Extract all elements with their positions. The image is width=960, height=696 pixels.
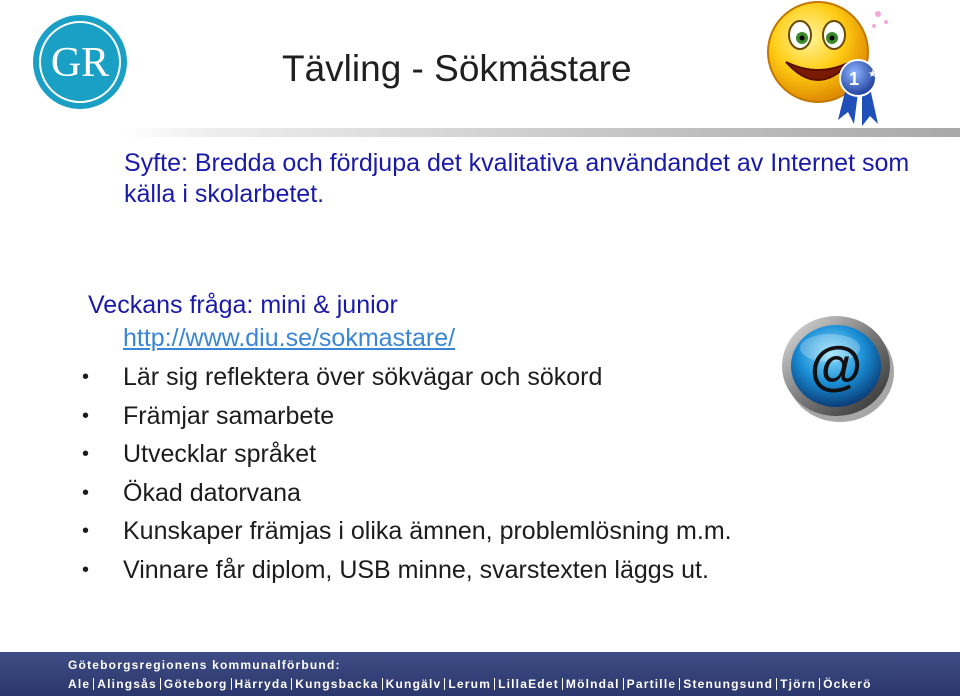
list-item-text: Lär sig reflektera över sökvägar och sökord	[123, 363, 603, 391]
separator	[679, 678, 680, 690]
municipality: Stenungsund	[683, 677, 774, 691]
municipality: LillaEdet	[498, 677, 559, 691]
bullet-icon: •	[82, 366, 90, 388]
separator	[562, 678, 563, 690]
separator	[291, 678, 292, 690]
separator	[93, 678, 94, 690]
separator	[382, 678, 383, 690]
svg-text:★: ★	[868, 69, 877, 80]
logo-text: GR	[50, 40, 110, 86]
bullet-icon: •	[82, 520, 90, 542]
bullet-icon: •	[82, 404, 90, 427]
separator	[776, 678, 777, 690]
bullet-icon: •	[82, 443, 90, 465]
sokmastare-link[interactable]: http://www.diu.se/sokmastare/	[123, 324, 456, 352]
winner-smiley-icon	[758, 0, 898, 135]
benefits-list	[82, 358, 732, 589]
gr-logo-icon	[30, 12, 130, 112]
municipality: Alingsås	[97, 677, 157, 691]
list-item	[82, 551, 732, 590]
municipality: Göteborg	[163, 677, 228, 691]
municipality: Kungsbacka	[295, 677, 379, 691]
municipality: Mölndal	[565, 677, 620, 691]
separator	[494, 678, 495, 690]
footer-municipalities	[68, 677, 872, 691]
list-item	[82, 358, 732, 397]
list-item	[82, 512, 732, 551]
municipality: Kungälv	[385, 677, 442, 691]
municipality: Partille	[626, 677, 677, 691]
separator	[819, 678, 820, 690]
municipality: Tjörn	[780, 677, 817, 691]
list-item-text: Främjar samarbete	[123, 401, 335, 430]
weekly-question-text: Veckans fråga: mini & junior	[88, 291, 398, 319]
page-title: Tävling - Sökmästare	[282, 48, 632, 89]
list-item	[82, 474, 732, 513]
list-item-text: Utvecklar språket	[123, 440, 317, 468]
list-item	[82, 397, 732, 436]
municipality: Härryda	[234, 677, 289, 691]
separator	[623, 678, 624, 690]
bullet-icon: •	[82, 481, 90, 504]
separator	[444, 678, 445, 690]
municipality: Lerum	[448, 677, 492, 691]
list-item-text: Ökad datorvana	[123, 478, 301, 507]
footer-bar	[0, 652, 960, 696]
list-item-text: Kunskaper främjas i olika ämnen, problemlösning m.m.	[123, 517, 732, 545]
list-item-text: Vinnare får diplom, USB minne, svarstexten läggs ut.	[123, 555, 709, 584]
badge-number: 1	[848, 69, 860, 89]
list-item	[82, 435, 732, 474]
title-divider	[124, 128, 960, 137]
at-sign-icon	[780, 310, 896, 426]
footer-title: Göteborgsregionens kommunalförbund:	[68, 658, 341, 672]
separator	[160, 678, 161, 690]
municipality: Ale	[68, 677, 91, 691]
purpose-text: Syfte: Bredda och fördjupa det kvalitativa användandet av Internet som källa i skolarbetet.	[124, 149, 910, 208]
bullet-icon: •	[82, 558, 90, 581]
at-symbol: @	[809, 336, 863, 396]
municipality: Öckerö	[823, 677, 872, 691]
separator	[231, 678, 232, 690]
